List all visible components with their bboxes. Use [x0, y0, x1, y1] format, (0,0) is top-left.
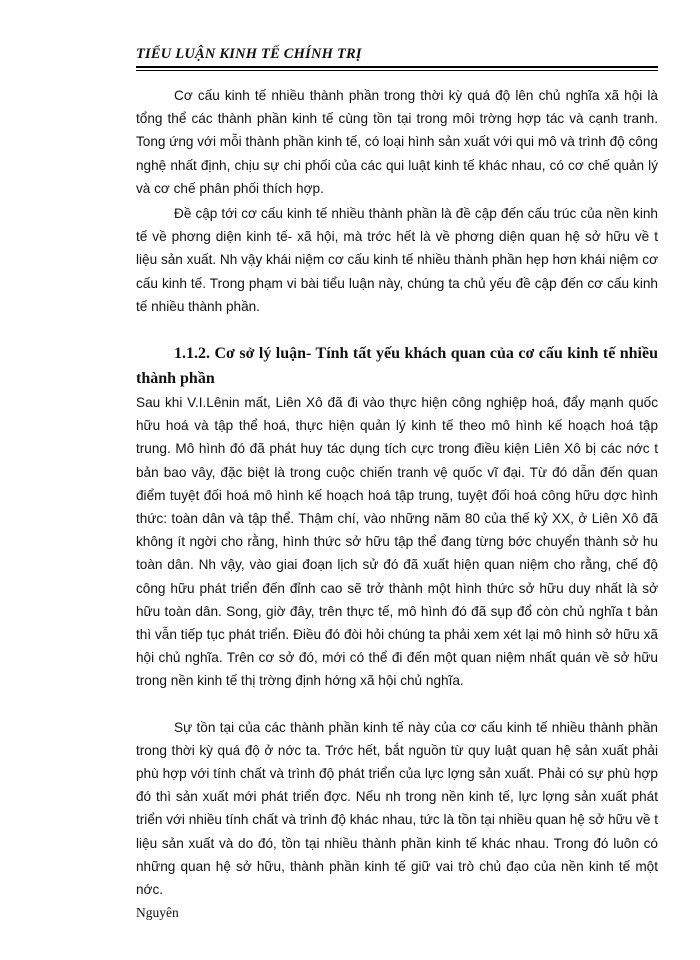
spacer [136, 693, 658, 716]
spacer [136, 318, 658, 341]
section-heading: 1.1.2. Cơ sở lý luận- Tính tất yếu khách quan của cơ cấu kinh tế nhiều thành phần [136, 345, 658, 388]
paragraph-4: Sự tồn tại của các thành phần kinh tế này của cơ cấu kinh tế nhiều thành phần trong thời kỳ quá độ ở nớc ta. Trớc hết, bắt nguồn từ quy luật quan hệ sản xuất phải phù hợp với tính chất và trình độ phát triển của lực lợng sản xuất. Phải có sự phù hợp đó thì sản xuất mới phát triển đợc. Nếu nh trong nền kinh tế, lực lợng sản xuất phát triển với nhiều tính chất và trình độ khác nhau, tức là tồn tại nhiều quan hệ sở hữu về t liệu sản xuất và do đó, tồn tại nhiều thành phần kinh tế khác nhau. Trong đó luôn có những quan hệ sở hữu, thành phần kinh tế giữ vai trò chủ đạo của nền kinh tế một nớc. [136, 719, 658, 898]
paragraph-3: Sau khi V.I.Lênin mất, Liên Xô đã đi vào thực hiện công nghiệp hoá, đẩy mạnh quốc hữu hoá và tập thể hoá, thực hiện quản lý kinh tế theo mô hình kế hoạch hoá tập trung. Mô hình đó đã phát huy tác dụng tích cực trong điều kiện Liên Xô bị các nớc t bản bao vây, đặc biệt là trong cuộc chiến tranh vệ quốc vĩ đại. Từ đó dẫn đến quan điểm tuyệt đối hoá mô hình kế hoạch hoá tập trung, tuyệt đối hoá công hữu dợc hình thức: toàn dân và tập thể. Thậm chí, vào những năm 80 của thế kỷ XX, ở Liên Xô đã không ít ngời cho rằng, hình thức sở hữu tập thể đang từng bớc chuyển thành sở hu toàn dân. Nh vậy, vào giai đoạn lịch sử đó đã xuất hiện quan niệm cho rằng, chế độ công hữu phát triển đến đỉnh cao sẽ trở thành một hình thức sở hữu duy nhất là sở hữu toàn dân. Song, giờ đây, trên thực tế, mô hình đó đã sụp đổ còn chủ nghĩa t bản thì vẫn tiếp tục phát triển. Điều đó đòi hỏi chúng ta phải xem xét lại mô hình sở hữu xã hội chủ nghĩa. Trên cơ sở đó, mới có thể đi đến một quan niệm nhất quán về sở hữu trong nền kinh tế thị trờng định hớng xã hội chủ nghĩa. [136, 395, 658, 689]
header-rule-thick [136, 66, 658, 68]
footer-author: Nguyên [136, 905, 179, 920]
paragraph-2: Đề cập tới cơ cấu kinh tế nhiều thành phần là đề cập đến cấu trúc của nền kinh tế về phơng diện kinh tế- xã hội, mà trớc hết là về phơng diện quan hệ sở hữu về t liệu sản xuất. Nh vậy khái niệm cơ cấu kinh tế nhiều thành phần hẹp hơn khái niệm cơ cấu kinh tế. Trong phạm vi bài tiểu luận này, chúng ta chủ yếu đề cập đến cơ cấu kinh tế nhiều thành phần. [136, 206, 658, 314]
header-rule-thin [136, 70, 658, 71]
document-body [136, 84, 658, 901]
running-header: TIỂU LUẬN KINH TẾ CHÍNH TRỊ [136, 46, 362, 62]
paragraph-1: Cơ cấu kinh tế nhiều thành phần trong thời kỳ quá độ lên chủ nghĩa xã hội là tổng thể các thành phần kinh tế cùng tồn tại trong môi trờng hợp tác và cạnh tranh. Tong ứng với mỗi thành phần kinh tế, có loại hình sản xuất với qui mô và trình độ công nghệ nhất định, chịu sự chi phối của các qui luật kinh tế khác nhau, có cơ chế quản lý và cơ chế phân phối thích hợp. [136, 88, 658, 196]
